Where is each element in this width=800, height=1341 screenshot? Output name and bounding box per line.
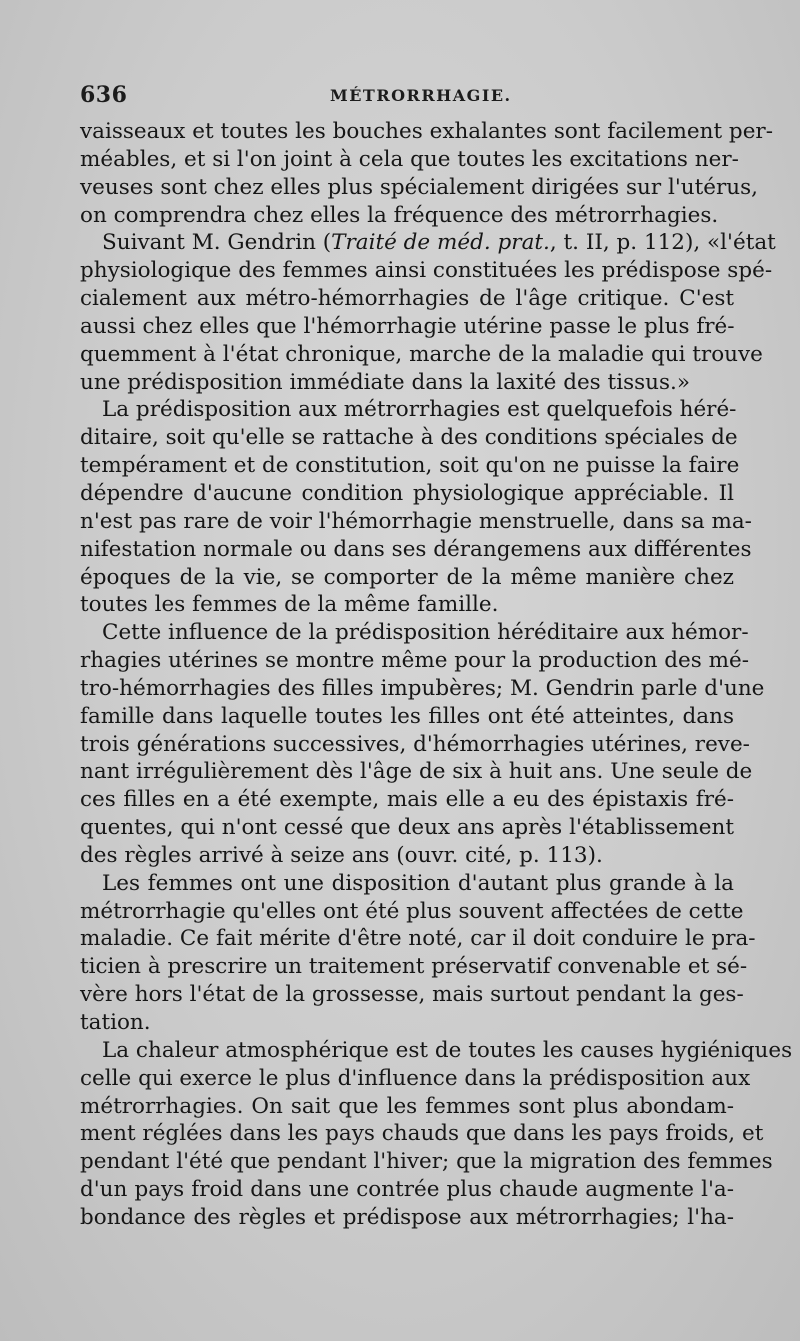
text-line: ment réglées dans les pays chauds que dans les pays froids, et <box>80 1121 764 1147</box>
text-line: métrorrhagies. On sait que les femmes sont plus abondam- <box>80 1093 734 1119</box>
paragraph-6 <box>80 1037 793 1232</box>
text-line: rhagies utérines se montre même pour la production des mé- <box>80 648 749 674</box>
text-line: veuses sont chez elles plus spécialement dirigées sur l'utérus, <box>80 174 758 200</box>
text-line: celle qui exerce le plus d'influence dans la prédisposition aux <box>80 1065 751 1091</box>
text-line: La chaleur atmosphérique est de toutes les causes hygiéniques <box>102 1037 793 1063</box>
text-line: aussi chez elles que l'hémorrhagie utérine passe le plus fré- <box>80 313 735 339</box>
body-text <box>80 118 793 1232</box>
text-line: des règles arrivé à seize ans (ouvr. cité, p. 113). <box>80 842 603 868</box>
text-line: une prédisposition immédiate dans la laxité des tissus.» <box>80 369 690 395</box>
text-line: nifestation normale ou dans ses dérangemens aux différentes <box>80 536 752 562</box>
text-line: ticien à prescrire un traitement préservatif convenable et sé- <box>80 954 748 980</box>
paragraph-2 <box>80 229 776 396</box>
text-line: La prédisposition aux métrorrhagies est quelquefois héré- <box>102 397 737 423</box>
page-header <box>80 82 734 114</box>
text-line: Les femmes ont une disposition d'autant plus grande à la <box>102 870 734 896</box>
text-line: cialement aux métro-hémorrhagies de l'âge critique. C'est <box>80 286 734 312</box>
text-line: toutes les femmes de la même famille. <box>80 592 499 618</box>
text-line: dépendre d'aucune condition physiologique appréciable. Il <box>80 480 734 506</box>
text-line: pendant l'été que pendant l'hiver; que la migration des femmes <box>80 1149 773 1175</box>
text-line: trois générations successives, d'hémorrhagies utérines, reve- <box>80 731 750 757</box>
paragraph-1 <box>80 118 773 229</box>
text-line: famille dans laquelle toutes les filles ont été atteintes, dans <box>80 703 734 729</box>
text-line: nant irrégulièrement dès l'âge de six à huit ans. Une seule de <box>80 759 753 785</box>
text-line: n'est pas rare de voir l'hémorrhagie menstruelle, dans sa ma- <box>80 508 752 534</box>
paragraph-4 <box>80 619 765 870</box>
text-line: tation. <box>80 1010 151 1035</box>
paragraph-3 <box>80 396 752 619</box>
text-line: tempérament et de constitution, soit qu'on ne puisse la faire <box>80 453 740 479</box>
text-line: vère hors l'état de la grossesse, mais surtout pendant la ges- <box>80 982 744 1008</box>
text-line: Suivant M. Gendrin (Traité de méd. prat., t. II, p. 112), «l'état <box>102 230 776 256</box>
text-line: méables, et si l'on joint à cela que toutes les excitations ner- <box>80 146 739 172</box>
running-head: MÉTRORRHAGIE. <box>330 86 512 105</box>
text-line: d'un pays froid dans une contrée plus chaude augmente l'a- <box>80 1177 734 1203</box>
text-line: Cette influence de la prédisposition héréditaire aux hémor- <box>102 620 749 646</box>
text-line: époques de la vie, se comporter de la même manière chez <box>80 564 734 590</box>
text-line: quentes, qui n'ont cessé que deux ans après l'établissement <box>80 815 734 841</box>
text-line: bondance des règles et prédispose aux métrorrhagies; l'ha- <box>80 1204 734 1230</box>
text-line: on comprendra chez elles la fréquence des métrorrhagies. <box>80 202 719 228</box>
text-line: tro-hémorrhagies des filles impubères; M. Gendrin parle d'une <box>80 675 765 701</box>
paragraph-5 <box>80 870 756 1037</box>
text-line: physiologique des femmes ainsi constituées les prédispose spé- <box>80 258 773 284</box>
cited-title: Traité de méd. prat. <box>331 230 550 256</box>
text-line: ditaire, soit qu'elle se rattache à des conditions spéciales de <box>80 425 738 451</box>
text-line: métrorrhagie qu'elles ont été plus souvent affectées de cette <box>80 898 744 924</box>
text-line: quemment à l'état chronique, marche de la maladie qui trouve <box>80 341 763 367</box>
text-line: vaisseaux et toutes les bouches exhalantes sont facilement per- <box>80 119 773 144</box>
text-line: ces filles en a été exempte, mais elle a eu des épistaxis fré- <box>80 787 734 813</box>
page-number: 636 <box>80 82 128 108</box>
text-line: maladie. Ce fait mérite d'être noté, car il doit conduire le pra- <box>80 926 756 952</box>
